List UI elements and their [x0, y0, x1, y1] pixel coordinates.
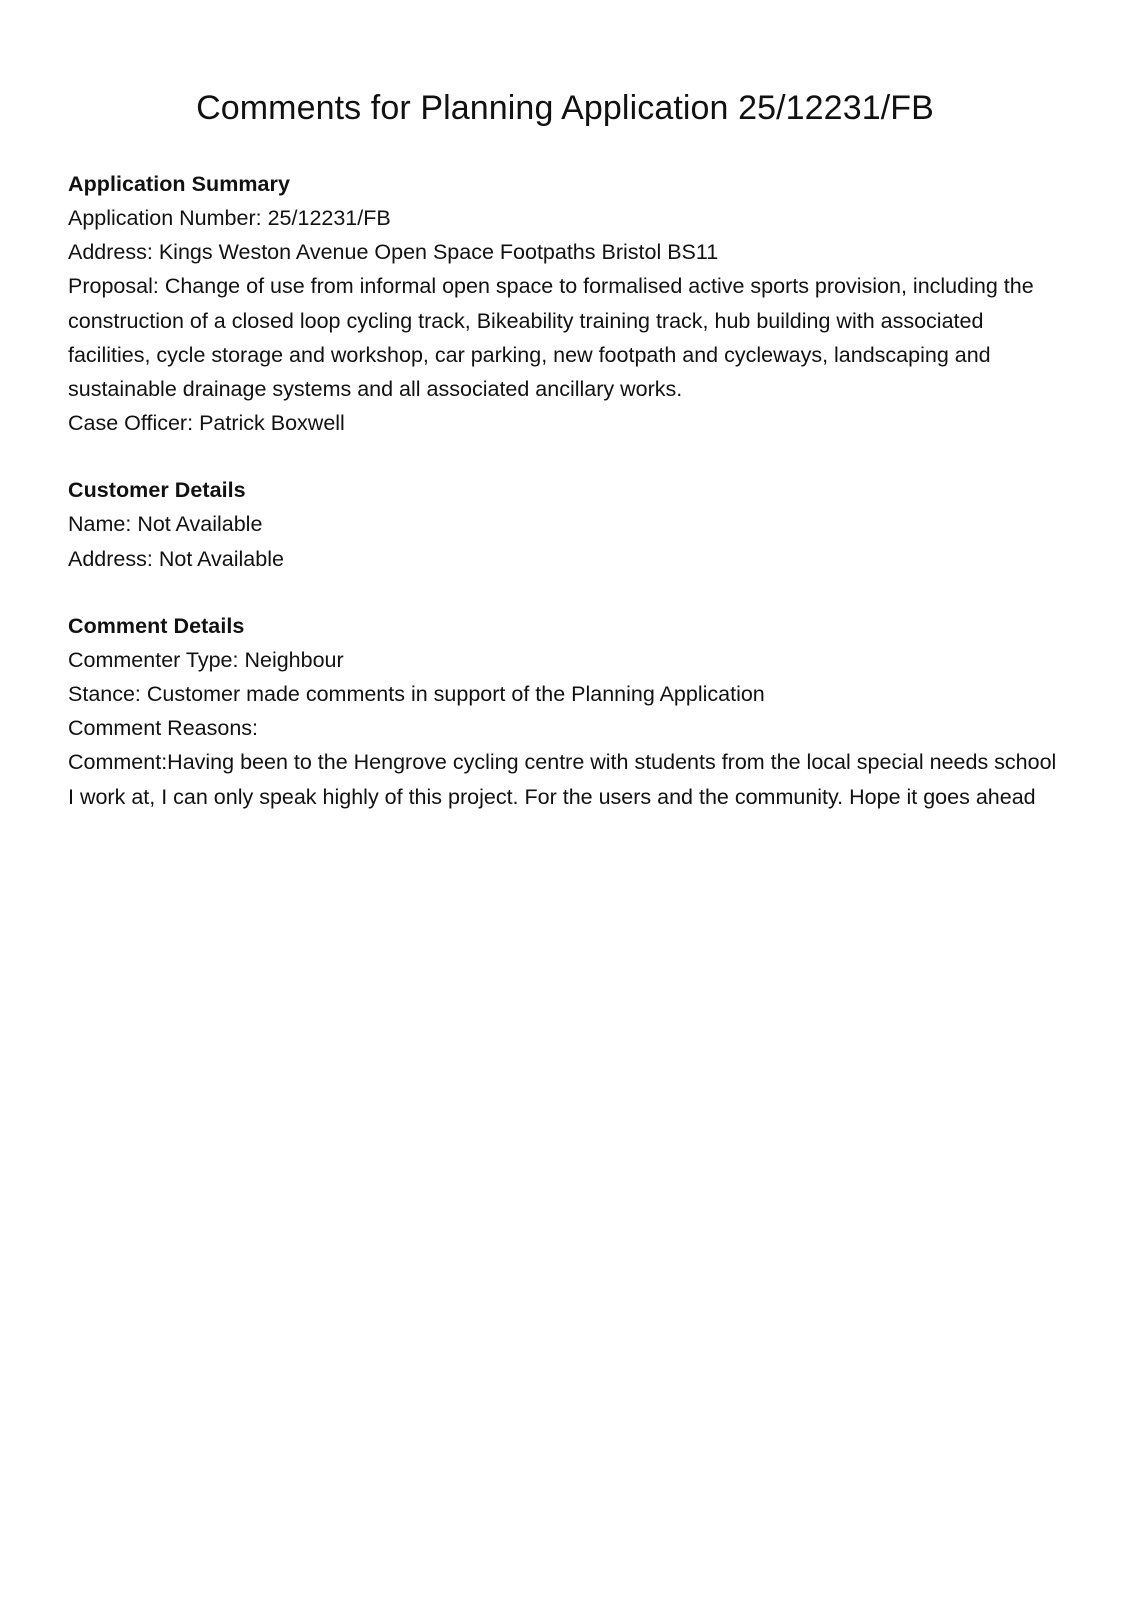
customer-name-value: Not Available [137, 512, 263, 537]
application-summary-heading: Application Summary [68, 172, 290, 196]
customer-address-value: Not Available [158, 546, 284, 571]
case-officer-field [68, 406, 1062, 440]
stance-value: Customer made comments in support of the Planning Application [146, 682, 765, 707]
application-number-field [68, 201, 1062, 235]
case-officer-label: Case Officer: [68, 411, 194, 436]
customer-name-label: Name: [68, 512, 132, 537]
site-address-value: Kings Weston Avenue Open Space Footpaths Bristol BS11 [158, 240, 719, 265]
stance-field [68, 677, 1062, 711]
stance-label: Stance: [68, 682, 141, 707]
proposal-label: Proposal: [68, 274, 159, 299]
customer-name-field [68, 507, 1062, 541]
customer-details-section [68, 473, 1062, 575]
comment-reasons-field [68, 711, 1062, 745]
customer-address-field [68, 542, 1062, 576]
proposal-field [68, 269, 1062, 406]
comment-details-heading: Comment Details [68, 613, 245, 638]
comment-label: Comment: [68, 750, 168, 775]
commenter-type-field [68, 643, 1062, 677]
page-title: Comments for Planning Application 25/12231/FB [196, 89, 934, 127]
comment-value: Having been to the Hengrove cycling centre with students from the local special needs school I work at, I can only speak highly of this project. For the users and the community. Hope it goes ahead [68, 750, 1057, 809]
customer-details-heading: Customer Details [68, 478, 246, 503]
comment-text-field [68, 745, 1062, 813]
commenter-type-label: Commenter Type: [68, 647, 239, 672]
case-officer-value: Patrick Boxwell [199, 411, 345, 436]
proposal-value: Change of use from informal open space to formalised active sports provision, including the construction of a closed loop cycling track, Bikeability training track, hub building with associated facilities, cycle storage and workshop, car parking, new footpath and cycleways, landscaping and sustainable drainage systems and all associated ancillary works. [68, 274, 1034, 402]
application-number-label: Application Number: [68, 206, 262, 230]
comment-details-section [68, 609, 1062, 814]
customer-address-label: Address: [68, 546, 153, 571]
commenter-type-value: Neighbour [244, 647, 344, 672]
application-summary-section [68, 167, 1062, 440]
site-address-label: Address: [68, 240, 153, 265]
comment-reasons-label: Comment Reasons: [68, 716, 258, 741]
application-number-value: 25/12231/FB [267, 206, 391, 230]
site-address-field [68, 235, 1062, 269]
